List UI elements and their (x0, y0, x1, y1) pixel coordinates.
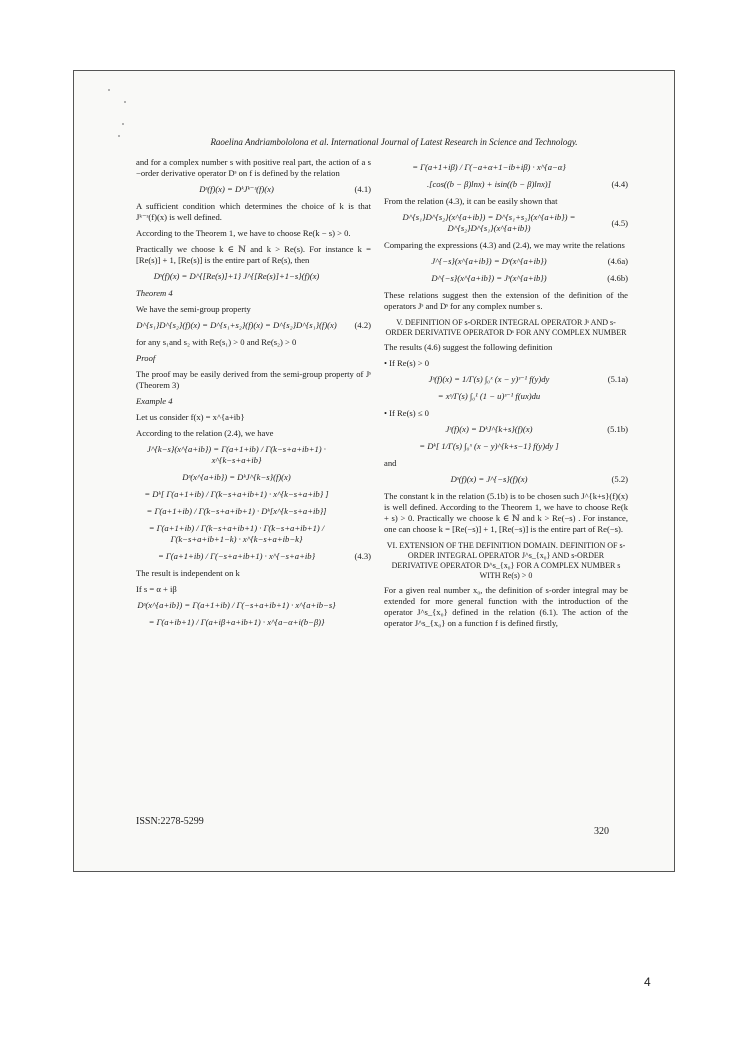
equation-expression: J^{−s}(x^{a+ib}) = Dˢ(x^{a+ib}) (431, 256, 547, 266)
paragraph: According to the Theorem 1, we have to choose Re(k − s) > 0. (136, 228, 351, 238)
paragraph: The results (4.6) suggest the following definition (384, 342, 553, 352)
equation (384, 424, 628, 435)
paragraph: The result is independent on k (136, 568, 240, 578)
equation-number: (4.5) (611, 217, 628, 228)
italic-label: Theorem 4 (136, 288, 173, 298)
paragraph: If s = α + iβ (136, 584, 177, 594)
equation-expression: = Γ(a+1+iβ) / Γ(−a+α+1−ib+iβ) · x^{a−α} (412, 162, 566, 172)
equation-number: (4.3) (354, 551, 371, 561)
equation-expression: Jˢ(f)(x) = 1/Γ(s) ∫₀ˣ (x − y)ˢ⁻¹ f(y)dy (428, 374, 550, 384)
paragraph: The constant k in the relation (5.1b) is to be chosen such J^{k+s}(f)(x) is well defined. According to the Theorem 1, we have to choose Re(k + s) > 0. Practically we choose k ∈ ℕ and k > Re(−s) . For instance, one can choose k = [Re(−s)] + 1, [Re(−s)] is the entire part of Re(−s). (384, 491, 628, 534)
equation (384, 162, 628, 173)
section-heading: VI. EXTENSION OF THE DEFINITION DOMAIN. DEFINITION OF s-ORDER INTEGRAL OPERATOR J^s_{x₀} AND s-ORDER DERIVATIVE OPERATOR D^s_{x₀} FOR A COMPLEX NUMBER s WITH Re(s) > 0 (386, 541, 626, 580)
equation-expression: Dˢ(x^{a+ib}) = Γ(a+1+ib) / Γ(−s+a+ib+1) · x^{a+ib−s} (137, 600, 336, 610)
equation-expression: Dˢ(f)(x) = D^{[Re(s)]+1} J^{[Re(s)]+1−s}(f)(x) (153, 271, 320, 281)
equation-expression: .[cos((b − β)lnx) + isin((b − β)lnx)] (426, 179, 552, 189)
equation-expression: = Dᵏ[ 1/Γ(s) ∫₀ˣ (x − y)^{k+s−1} f(y)dy ] (419, 441, 559, 451)
page-number: 4 (644, 975, 651, 989)
equation (136, 271, 371, 282)
equation-number: (4.6b) (607, 273, 628, 283)
equation (384, 474, 628, 485)
equation-expression: = xˢ/Γ(s) ∫₀¹ (1 − u)ˢ⁻¹ f(ux)du (437, 391, 541, 401)
equation (136, 506, 371, 517)
paragraph: and for a complex number s with positive real part, the action of a s −order derivative operator Dˢ on f is defined by the relation (136, 157, 371, 178)
equation (136, 320, 371, 331)
journal-page-number: 320 (594, 826, 609, 837)
equation (136, 523, 371, 545)
issn: ISSN:2278-5299 (136, 816, 204, 827)
paragraph: These relations suggest then the extension of the definition of the operators Jˢ and Dˢ for any complex number s. (384, 290, 628, 311)
paragraph: Practically we choose k ∈ ℕ and k > Re(s). For instance k = [Re(s)] + 1, [Re(s)] is the entire part of Re(s), then (136, 244, 371, 265)
scanned-page (73, 70, 675, 872)
equation-expression: = Γ(a+1+ib) / Γ(−s+a+ib+1) · x^{−s+a+ib} (157, 551, 316, 561)
equation (136, 600, 371, 611)
equation (136, 489, 371, 500)
equation-number: (5.1b) (607, 424, 628, 434)
equation-expression: D^{−s}(x^{a+ib}) = Jˢ(x^{a+ib}) (431, 273, 547, 283)
equation-number: (4.6a) (607, 256, 628, 266)
section-heading: V. DEFINITION OF s-ORDER INTEGRAL OPERATOR Jˢ AND s-ORDER DERIVATIVE OPERATOR Dˢ FOR ANY COMPLEX NUMBER (385, 318, 627, 337)
equation-number: (4.1) (354, 184, 371, 194)
equation-number: (4.4) (611, 179, 628, 189)
paragraph: for any s₁and s₂ with Re(s₁) > 0 and Re(s₂) > 0 (136, 337, 297, 347)
left-column (136, 157, 371, 634)
equation-expression: = Dᵏ[ Γ(a+1+ib) / Γ(k−s+a+ib+1) · x^{k−s+a+ib} ] (144, 489, 329, 499)
equation-number: (5.2) (611, 474, 628, 484)
italic-label: Proof (136, 353, 156, 363)
equation-expression: D^{s₁}D^{s₂}(x^{a+ib}) = D^{s₁+s₂}(x^{a+ib}) = D^{s₂}D^{s₁}(x^{a+ib}) (402, 212, 576, 233)
paragraph: From the relation (4.3), it can be easily shown that (384, 196, 558, 206)
equation (136, 184, 371, 195)
equation-expression: Dˢ(f)(x) = J^{−s}(f)(x) (450, 474, 528, 484)
equation (136, 444, 371, 466)
equation-expression: Dˢ(x^{a+ib}) = DᵏJ^{k−s}(f)(x) (182, 472, 291, 482)
paragraph: and (384, 458, 397, 468)
paragraph: • If Re(s) ≤ 0 (384, 408, 429, 418)
equation-number: (4.2) (354, 320, 371, 330)
paragraph: We have the semi-group property (136, 304, 251, 314)
paragraph: For a given real number x₀, the definition of s-order integral may be extended for more general function with the introduction of the operator J^s_{x₀} defined in the relation (6.1). The action of the operator J^s_{x₀} on a function f is defined firstly, (384, 585, 628, 628)
paragraph: Let us consider f(x) = x^{a+ib} (136, 412, 245, 422)
right-column (384, 157, 628, 634)
italic-label: Example 4 (136, 396, 173, 406)
equation (384, 391, 628, 402)
running-header: Raoelina Andriambololona et al. International Journal of Latest Research in Science and Technology. (210, 137, 578, 147)
equation (384, 273, 628, 284)
equation (136, 617, 371, 628)
equation-expression: = Γ(a+1+ib) / Γ(k−s+a+ib+1) · Dᵏ[x^{k−s+a+ib}] (146, 506, 327, 516)
equation (384, 256, 628, 267)
equation-expression: = Γ(a+ib+1) / Γ(a+iβ+a+ib+1) · x^{a−α+i(b−β)} (148, 617, 325, 627)
paragraph: According to the relation (2.4), we have (136, 428, 274, 438)
paragraph: Comparing the expressions (4.3) and (2.4), we may write the relations (384, 240, 625, 250)
paragraph: A sufficient condition which determines the choice of k is that Jᵏ⁻ˢ(f)(x) is well defined. (136, 201, 371, 222)
equation (384, 441, 628, 452)
equation-expression: D^{s₁}D^{s₂}(f)(x) = D^{s₁+s₂}(f)(x) = D^{s₂}D^{s₁}(f)(x) (136, 320, 337, 330)
equation (384, 179, 628, 190)
paragraph: The proof may be easily derived from the semi-group property of Jˢ (Theorem 3) (136, 369, 371, 390)
equation (384, 212, 628, 234)
equation-number: (5.1a) (607, 374, 628, 384)
equation-expression: Jˢ(f)(x) = DᵏJ^{k+s}(f)(x) (445, 424, 533, 434)
equation-expression: Dˢ(f)(x) = DᵏJᵏ⁻ˢ(f)(x) (199, 184, 274, 194)
equation (136, 551, 371, 562)
equation (384, 374, 628, 385)
equation-expression: = Γ(a+1+ib) / Γ(k−s+a+ib+1) · Γ(k−s+a+ib+1) / Γ(k−s+a+ib+1−k) · x^{k−s+a+ib−k} (148, 523, 325, 544)
equation (136, 472, 371, 483)
paragraph: • If Re(s) > 0 (384, 358, 430, 368)
equation-expression: J^{k−s}(x^{a+ib}) = Γ(a+1+ib) / Γ(k−s+a+ib+1) · x^{k−s+a+ib} (147, 444, 326, 465)
